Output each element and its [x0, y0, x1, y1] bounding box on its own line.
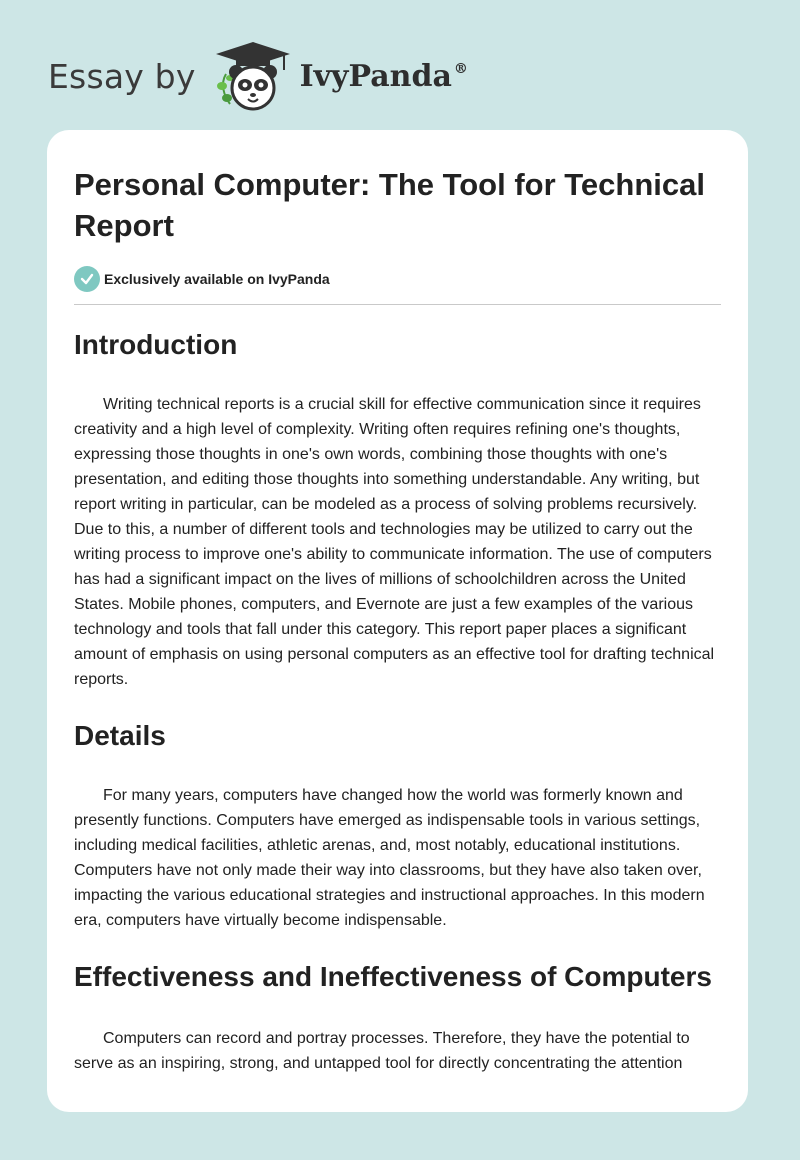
badge-label: Exclusively available on IvyPanda: [104, 271, 330, 287]
brand-name: [300, 59, 468, 94]
check-circle-icon: [74, 266, 100, 292]
essay-by-label: Essay by: [48, 56, 196, 96]
panda-graduate-logo-icon: [210, 40, 296, 112]
section-heading-introduction: Introduction: [74, 329, 238, 360]
brand-label: IvyPanda: [299, 58, 452, 94]
essay-card: [47, 130, 748, 1112]
section-heading-effectiveness: Effectiveness and Ineffectiveness of Computers: [74, 961, 712, 992]
registered-mark: ®: [453, 60, 468, 77]
paragraph: Computers can record and portray processes. Therefore, they have the potential to serve as an inspiring, strong, and untapped tool for directly concentrating the attention: [74, 1030, 690, 1072]
site-header: [48, 36, 468, 116]
exclusive-badge: [74, 266, 721, 292]
divider: [74, 304, 721, 305]
page-title: Personal Computer: The Tool for Technical Report: [74, 167, 705, 243]
section-heading-details: Details: [74, 720, 166, 751]
paragraph: Writing technical reports is a crucial skill for effective communication since it requires creativity and a high level of complexity. Writing often requires refining one's thoughts, expressing those thoughts in one's own words, combining those thoughts with one's presentation, and editing those thoughts into something understandable. Any writing, but report writing in particular, can be modeled as a process of solving problems recursively. Due to this, a number of different tools and technologies may be utilized to carry out the writing process to improve one's ability to communicate information. The use of computers has had a significant impact on the lives of millions of schoolchildren across the United States. Mobile phones, computers, and Evernote are just a few examples of the various technology and tools that fall under this category. This report paper places a significant amount of emphasis on using personal computers as an effective tool for drafting technical reports.: [74, 396, 715, 688]
paragraph: For many years, computers have changed how the world was formerly known and presently functions. Computers have emerged as indispensable tools in various settings, including medical facilities, athletic arenas, and, most notably, educational institutions. Computers have not only made their way into classrooms, but they have also taken over, impacting the various educational strategies and instructional approaches. In this modern era, computers have virtually become indispensable.: [74, 787, 705, 929]
